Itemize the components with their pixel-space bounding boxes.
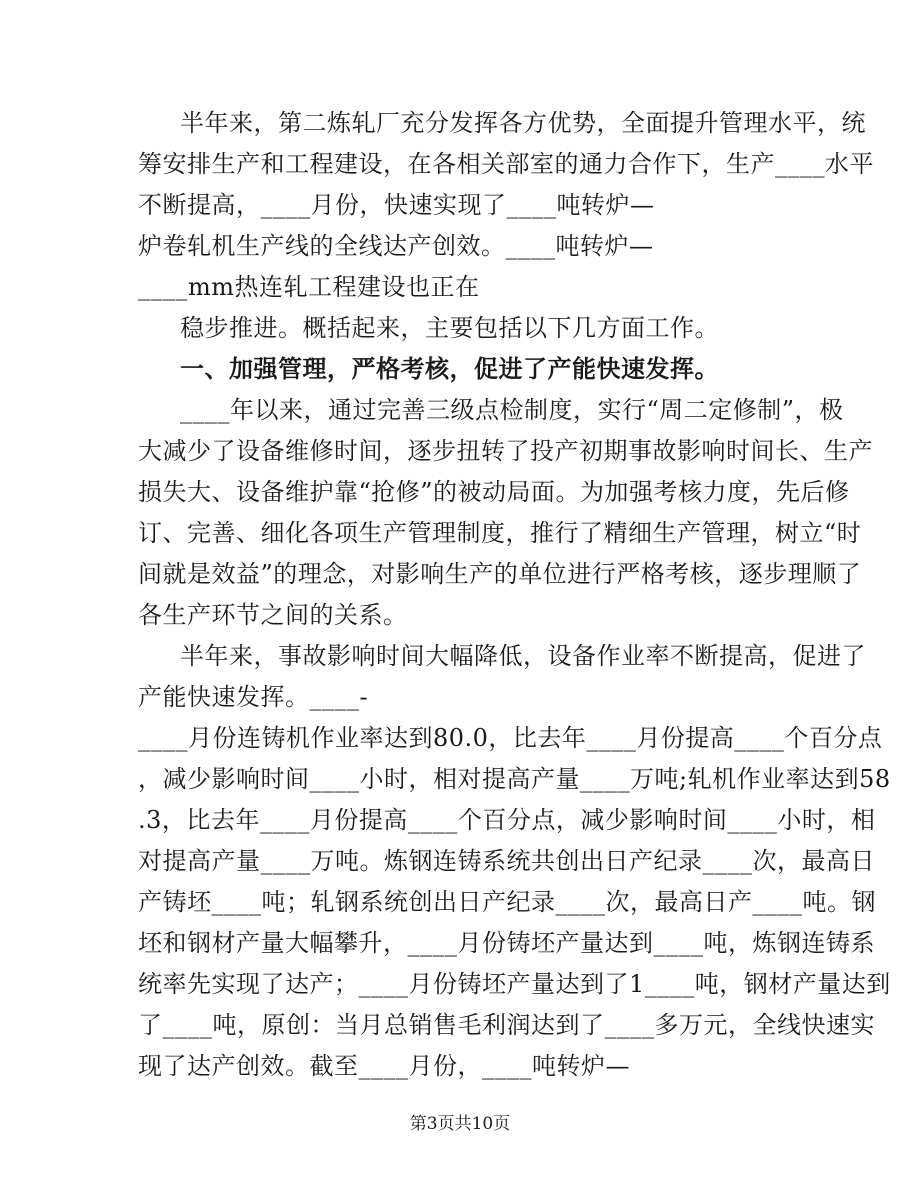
paragraph-line: 半年来，事故影响时间大幅降低，设备作业率不断提高，促进了	[180, 642, 866, 670]
page-number: 第3页共10页	[409, 1114, 511, 1134]
paragraph-line: 筹安排生产和工程建设，在各相关部室的通力合作下，生产____水平	[138, 150, 874, 178]
paragraph-line: 坯和钢材产量大幅攀升，____月份铸坯产量达到____吨，炼钢连铸系	[138, 929, 875, 957]
section-heading: 一、加强管理，严格考核，促进了产能快速发挥。	[180, 354, 719, 383]
paragraph-line: 间就是效益”的理念，对影响生产的单位进行严格考核，逐步理顺了	[138, 560, 862, 588]
paragraph-line: 现了达产创效。截至____月份，____吨转炉—	[138, 1052, 630, 1080]
paragraph-line: 产能快速发挥。____-	[138, 683, 369, 711]
paragraph-line: 炉卷轧机生产线的全线达产创效。____吨转炉—	[138, 232, 654, 260]
paragraph-line: 各生产环节之间的关系。	[138, 601, 408, 629]
paragraph-line: ____mm热连轧工程建设也正在	[138, 273, 480, 301]
paragraph-line: ____年以来，通过完善三级点检制度，实行“周二定修制”，极	[180, 396, 844, 424]
paragraph-line: ____月份连铸机作业率达到80.0，比去年____月份提高____个百分点	[138, 724, 883, 752]
paragraph-line: 半年来，第二炼轧厂充分发挥各方优势，全面提升管理水平，统	[180, 109, 866, 137]
paragraph-line: 稳步推进。概括起来，主要包括以下几方面工作。	[180, 314, 719, 342]
paragraph-line: ，减少影响时间____小时，相对提高产量____万吨;轧机作业率达到58	[138, 765, 891, 793]
paragraph-line: 损失大、设备维护靠“抢修”的被动局面。为加强考核力度，先后修	[138, 478, 850, 506]
paragraph-line: 不断提高，____月份，快速实现了____吨转炉—	[138, 191, 655, 219]
paragraph-line: 订、完善、细化各项生产管理制度，推行了精细生产管理，树立“时	[138, 519, 862, 547]
paragraph-line: 统率先实现了达产；____月份铸坯产量达到了1____吨，钢材产量达到	[138, 970, 891, 998]
paragraph-line: 产铸坯____吨；轧钢系统创出日产纪录____次，最高日产____吨。钢	[138, 888, 876, 916]
paragraph-line: 对提高产量____万吨。炼钢连铸系统共创出日产纪录____次，最高日	[138, 847, 875, 875]
paragraph-line: .3，比去年____月份提高____个百分点，减少影响时间____小时，相	[138, 806, 876, 834]
paragraph-line: 了____吨，原创：当月总销售毛利润达到了____多万元，全线快速实	[138, 1011, 875, 1039]
paragraph-line: 大减少了设备维修时间，逐步扭转了投产初期事故影响时间长、生产	[138, 437, 873, 465]
